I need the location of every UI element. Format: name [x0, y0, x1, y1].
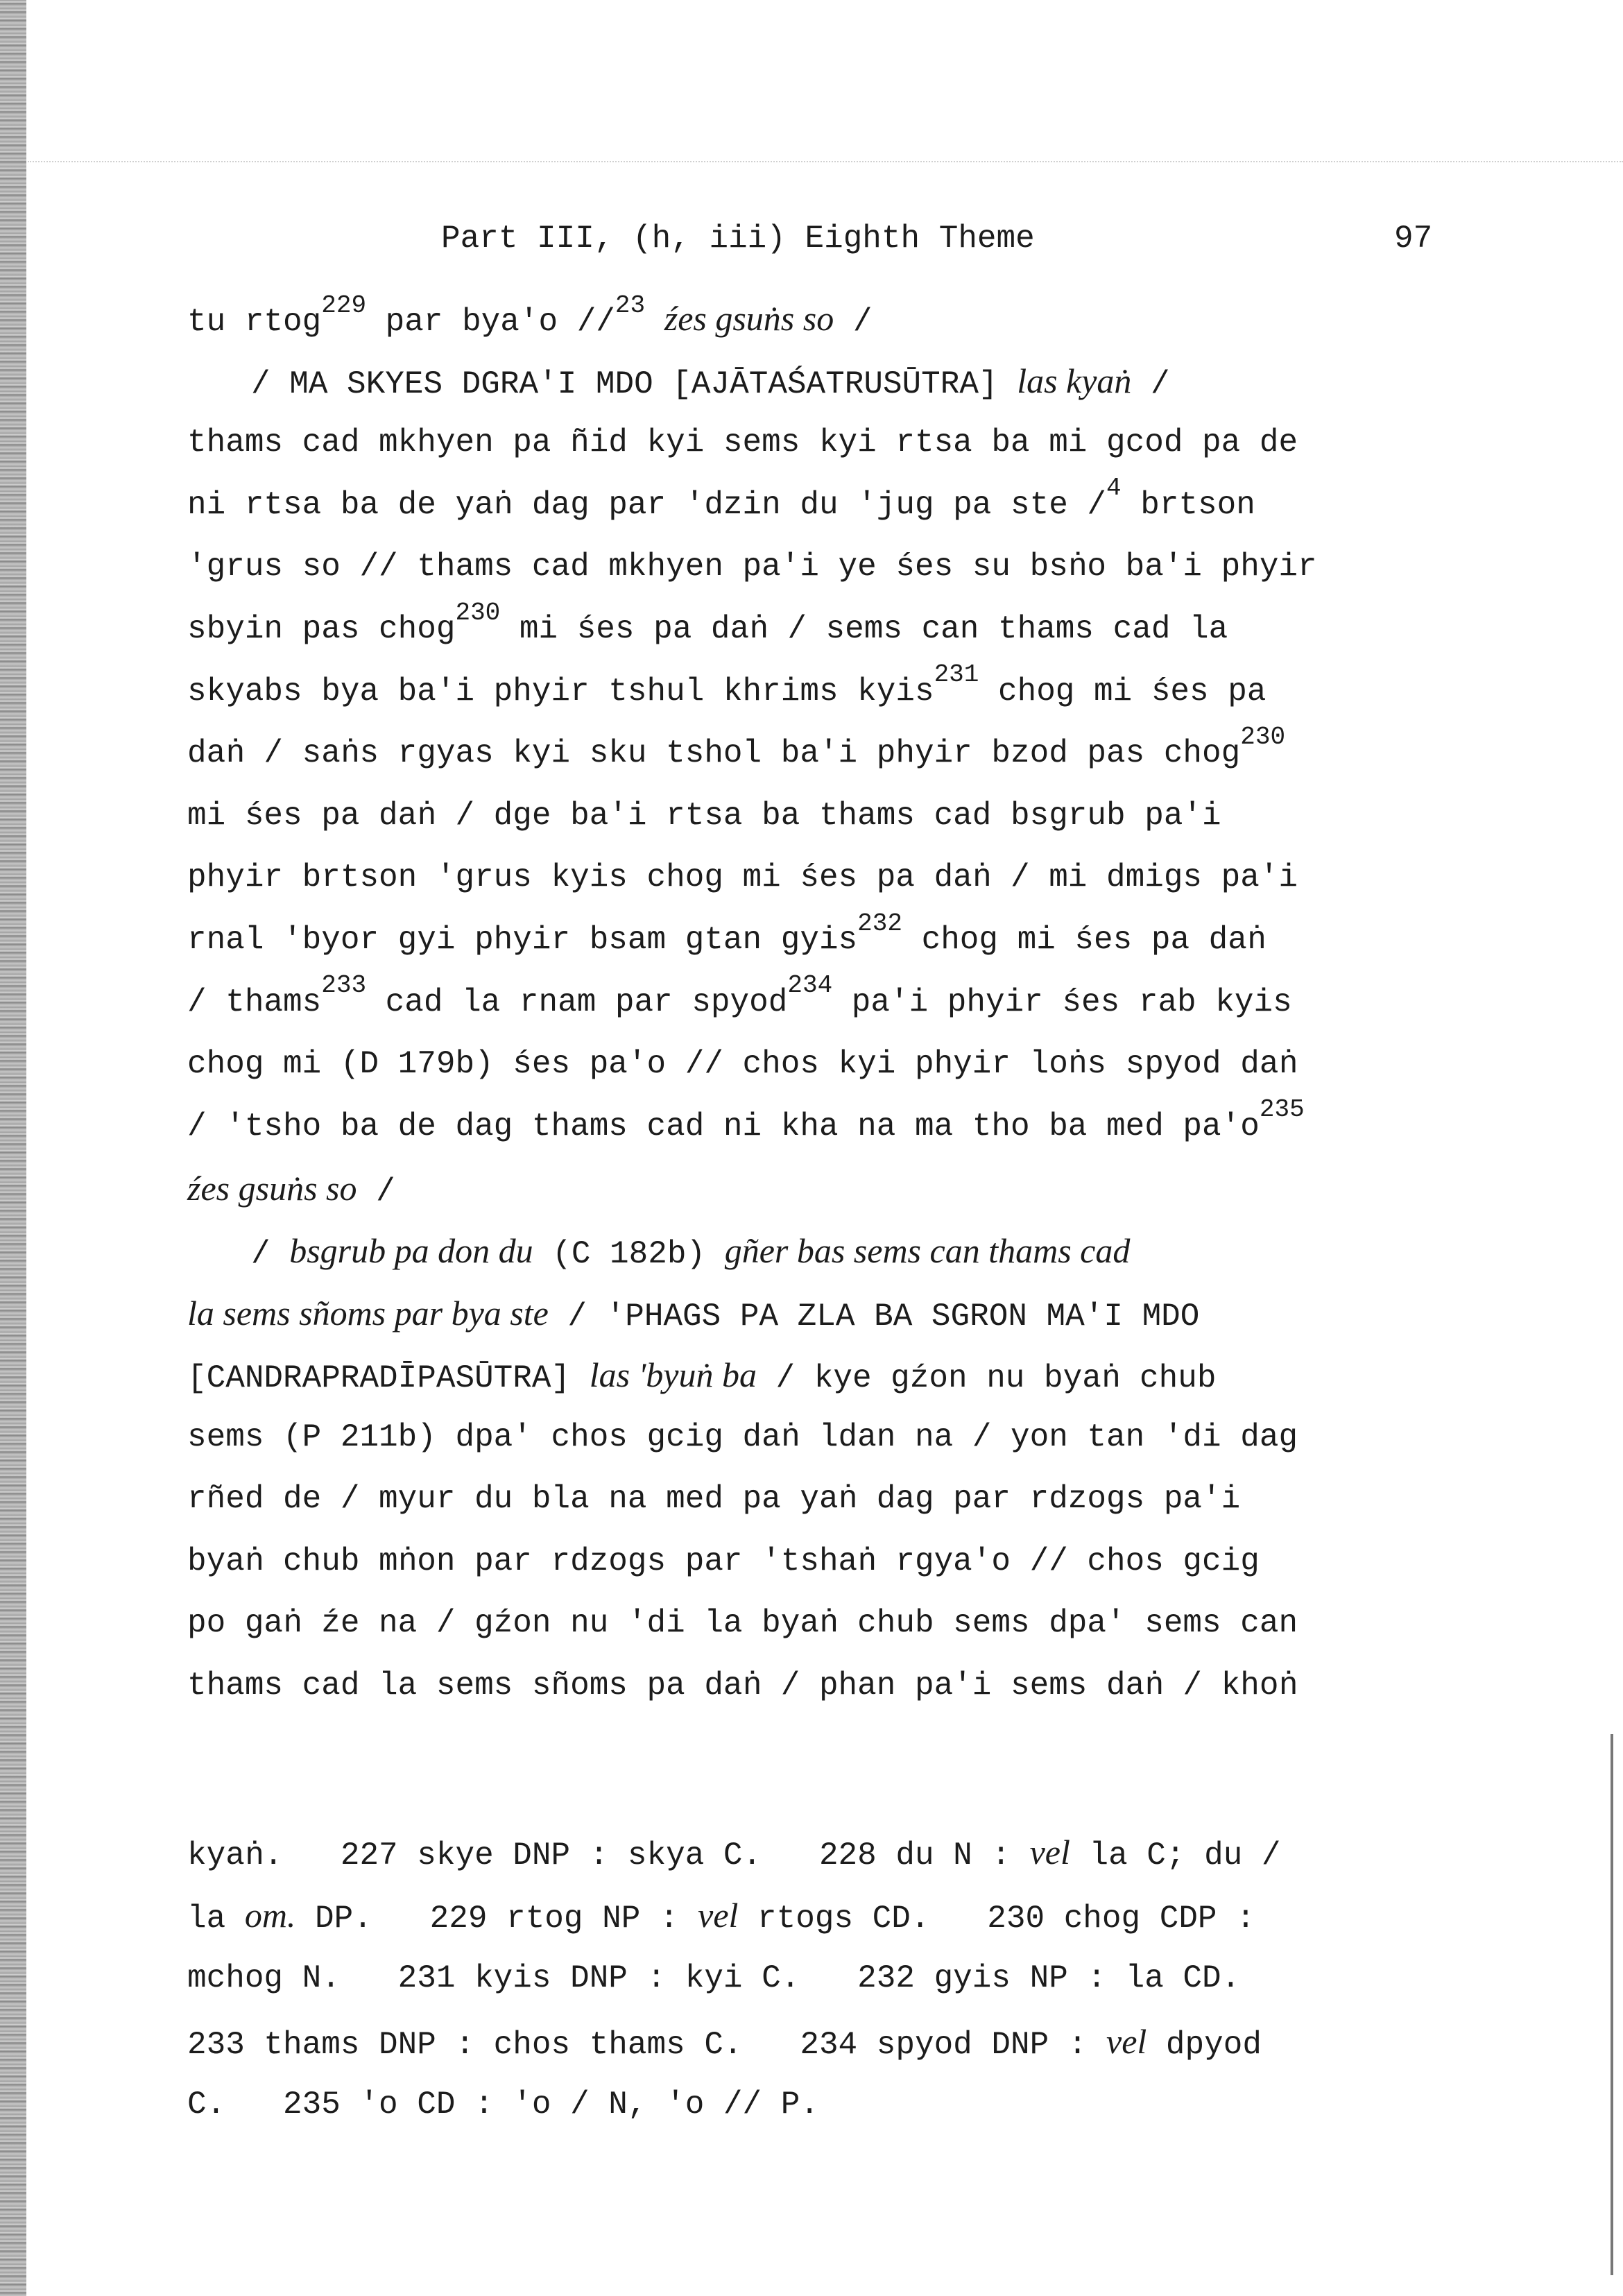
footnote-ref: 233	[321, 971, 367, 1000]
scan-dotted-line	[28, 161, 1623, 162]
italic-run: las 'byuṅ ba	[589, 1355, 757, 1395]
text-run: / kye gźon nu byaṅ chub	[756, 1360, 1217, 1397]
footnote-ref: 230	[1240, 722, 1286, 751]
text-line	[187, 972, 1450, 1034]
text-run: / 'tsho ba de dag thams cad ni kha na ma tho ba med pa'o	[187, 1108, 1260, 1145]
text-run: pa'i phyir śes rab kyis	[832, 984, 1292, 1020]
text-line: sems (P 211b) dpa' chos gcig daṅ ldan na / yon tan 'di dag	[187, 1419, 1298, 1455]
text-run: rtogs CD. 230 chog CDP :	[738, 1901, 1255, 1937]
text-line: thams cad mkhyen pa ñid kyi sems kyi rtsa ba mi gcod pa de	[187, 425, 1298, 461]
italic-run: źes gsuṅs so	[187, 1169, 357, 1208]
text-line	[187, 1220, 1450, 1283]
italic-run: vel	[698, 1896, 739, 1935]
scan-edge-right	[1611, 1734, 1613, 2275]
italic-run: vel	[1029, 1833, 1070, 1871]
italic-run: źes gsuṅs so	[664, 299, 834, 338]
text-run: / thams	[187, 984, 322, 1020]
text-line	[187, 1344, 1450, 1407]
footnotes	[187, 1821, 1450, 2136]
text-run: par bya'o //	[366, 304, 615, 340]
footnote-line	[187, 1821, 1450, 1884]
footnote-ref: 229	[321, 291, 367, 320]
italic-run: om.	[244, 1896, 296, 1935]
scan-edge-left	[0, 0, 26, 2296]
text-line: 'grus so // thams cad mkhyen pa'i ye śes su bsṅo ba'i phyir	[187, 549, 1317, 585]
text-run: /	[834, 304, 873, 340]
text-run: DP. 229 rtog NP :	[295, 1901, 698, 1937]
text-run: sbyin pas chog	[187, 610, 456, 647]
text-run: cad la rnam par spyod	[366, 984, 788, 1020]
text-run: dpyod	[1147, 2027, 1262, 2063]
text-run: 233 thams DNP : chos thams C. 234 spyod DNP :	[187, 2027, 1107, 2063]
main-text	[187, 288, 1450, 1717]
text-run: brtson	[1121, 486, 1255, 523]
text-run: /	[251, 1235, 290, 1272]
footnote-line	[187, 2010, 1450, 2073]
text-line	[187, 661, 1450, 723]
italic-run: gñer bas sems can thams cad	[724, 1231, 1131, 1270]
text-run: rnal 'byor gyi phyir bsam gtan gyis	[187, 921, 858, 958]
footnote-line: mchog N. 231 kyis DNP : kyi C. 232 gyis NP : la CD.	[187, 1960, 1241, 1996]
italic-run: la sems sñoms par bya ste	[187, 1293, 549, 1333]
text-run: / MA SKYES DGRA'I MDO [AJĀTAŚATRUSŪTRA]	[251, 366, 1017, 402]
footnote-ref: 230	[455, 598, 501, 627]
text-run: (C 182b)	[533, 1235, 725, 1272]
text-line	[187, 1283, 1450, 1345]
text-line: byaṅ chub mṅon par rdzogs par 'tshaṅ rgya'o // chos gcig	[187, 1543, 1260, 1579]
text-line	[187, 1096, 1450, 1158]
text-run: la	[187, 1901, 245, 1937]
footnote-ref: 4	[1106, 474, 1122, 503]
footnote-line: C. 235 'o CD : 'o / N, 'o // P.	[187, 2087, 819, 2123]
italic-run: bsgrub pa don du	[289, 1231, 533, 1270]
text-line: po gaṅ źe na / gźon nu 'di la byaṅ chub sems dpa' sems can	[187, 1605, 1298, 1642]
text-line	[187, 474, 1450, 537]
text-line: thams cad la sems sñoms pa daṅ / phan pa'i sems daṅ / khoṅ	[187, 1668, 1298, 1704]
text-line: mi śes pa daṅ / dge ba'i rtsa ba thams cad bsgrub pa'i	[187, 797, 1221, 834]
page-number: 97	[1394, 221, 1433, 257]
text-run: chog mi śes pa daṅ	[902, 921, 1266, 958]
footnote-ref: 235	[1259, 1095, 1305, 1124]
text-run: skyabs bya ba'i phyir tshul khrims kyis	[187, 673, 934, 710]
text-run: daṅ / saṅs rgyas kyi sku tshol ba'i phyir bzod pas chog	[187, 735, 1241, 772]
text-line	[187, 723, 1450, 785]
text-line: chog mi (D 179b) śes pa'o // chos kyi phyir loṅs spyod daṅ	[187, 1046, 1298, 1083]
text-run: [CANDRAPRADĪPASŪTRA]	[187, 1360, 590, 1397]
text-run: mi śes pa daṅ / sems can thams cad la	[500, 610, 1228, 647]
footnote-ref: 231	[934, 660, 979, 689]
text-line: phyir brtson 'grus kyis chog mi śes pa daṅ / mi dmigs pa'i	[187, 859, 1298, 896]
footnote-ref: 232	[857, 909, 902, 938]
footnote-ref: 23	[615, 291, 646, 320]
text-line	[187, 288, 1450, 350]
text-line	[187, 599, 1450, 661]
text-run: /	[1131, 366, 1170, 402]
text-run: ni rtsa ba de yaṅ dag par 'dzin du 'jug pa ste /	[187, 486, 1107, 523]
page-header	[0, 221, 1623, 262]
footnote-ref: 234	[787, 971, 833, 1000]
italic-run: vel	[1106, 2022, 1147, 2061]
text-run: /	[357, 1174, 395, 1210]
running-title: Part III, (h, iii) Eighth Theme	[441, 221, 1035, 257]
text-line	[187, 909, 1450, 972]
text-line	[187, 350, 1450, 413]
text-run	[645, 304, 664, 340]
footnote-line	[187, 1884, 1450, 1947]
text-run: la C; du /	[1070, 1837, 1281, 1874]
text-line	[187, 1158, 1450, 1220]
italic-run: las kyaṅ	[1017, 361, 1132, 400]
text-run: tu rtog	[187, 304, 322, 340]
text-run: / 'PHAGS PA ZLA BA SGRON MA'I MDO	[548, 1298, 1200, 1335]
text-run: kyaṅ. 227 skye DNP : skya C. 228 du N :	[187, 1837, 1030, 1874]
text-line: rñed de / myur du bla na med pa yaṅ dag par rdzogs pa'i	[187, 1481, 1241, 1518]
text-run: chog mi śes pa	[979, 673, 1266, 710]
